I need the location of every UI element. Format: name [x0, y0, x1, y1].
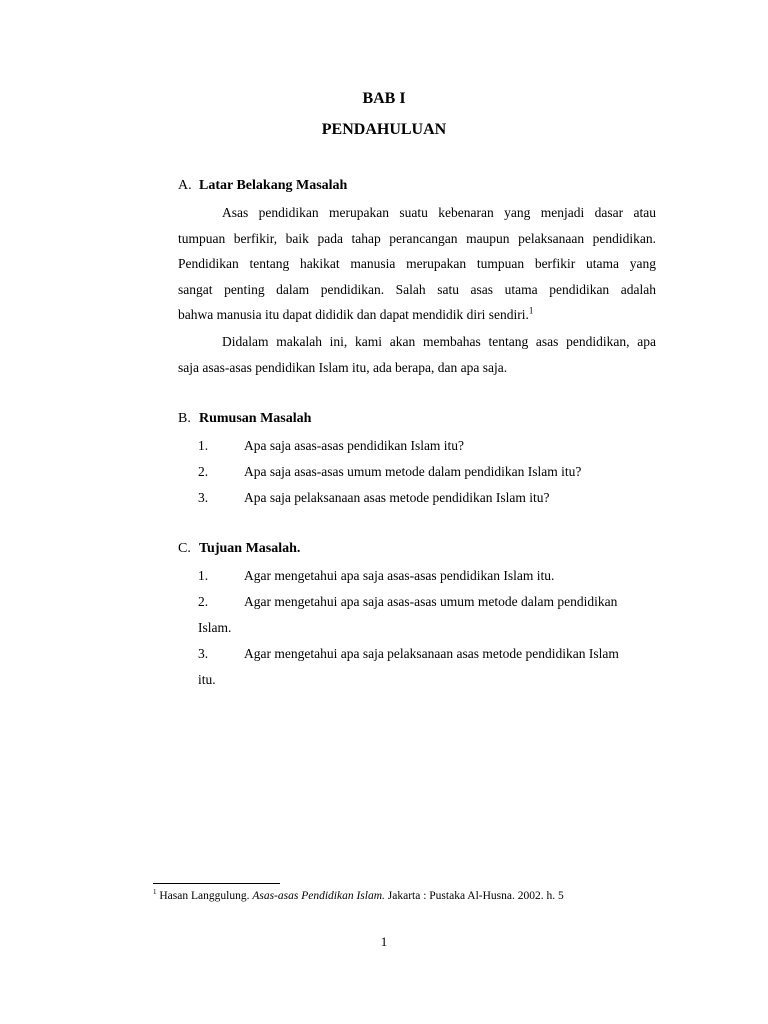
list-item: [198, 433, 656, 459]
footnote-number: 1: [153, 888, 157, 897]
section-b-title: Rumusan Masalah: [199, 411, 312, 426]
list-item: [198, 563, 656, 589]
list-item-number: 1.: [198, 438, 209, 453]
paragraph-line-last: [178, 302, 656, 328]
list-item-number: 2.: [198, 464, 209, 479]
paragraph-line: tumpuan berfikir, baik pada tahap perancangan maupun pelaksanaan pendidikan.: [178, 230, 656, 246]
page-number: 1: [380, 934, 388, 949]
list-item-text: Agar mengetahui apa saja asas-asas umum metode dalam pendidikan: [244, 594, 618, 609]
list-item: [198, 641, 656, 692]
list-item-number: 2.: [198, 594, 209, 609]
section-a-paragraph-1: [178, 200, 656, 328]
list-item-text: Apa saja asas-asas umum metode dalam pendidikan Islam itu?: [244, 464, 582, 479]
section-a-heading: [178, 178, 347, 194]
list-item-continuation: Islam.: [198, 619, 232, 635]
list-item-continuation: itu.: [198, 671, 216, 687]
list-item: [198, 485, 656, 511]
paragraph-line: Pendidikan tentang hakikat manusia merupakan tumpuan berfikir utama yang: [178, 256, 656, 272]
list-item: [198, 589, 656, 640]
chapter-number: BAB I: [362, 90, 406, 107]
section-c-heading: [178, 541, 300, 557]
section-c-title: Tujuan Masalah.: [199, 541, 301, 556]
list-item: [198, 459, 656, 485]
list-item-number: 3.: [198, 490, 209, 505]
section-a-paragraph-2: [178, 329, 656, 380]
list-item-text: Apa saja asas-asas pendidikan Islam itu?: [244, 438, 465, 453]
footnote-publication: Jakarta : Pustaka Al-Husna. 2002. h. 5: [387, 890, 564, 902]
section-b-heading: [178, 411, 311, 427]
footnote: [153, 890, 564, 902]
section-b-letter: B.: [178, 411, 191, 426]
footnote-book-title: Asas-asas Pendidikan Islam.: [252, 890, 385, 902]
footnote-author: Hasan Langgulung.: [159, 890, 250, 902]
chapter-title: PENDAHULUAN: [321, 121, 447, 138]
footnote-separator: [153, 883, 280, 884]
paragraph-line: saja asas-asas pendidikan Islam itu, ada berapa, dan apa saja.: [178, 359, 508, 375]
paragraph-line: Asas pendidikan merupakan suatu kebenaran yang menjadi dasar atau: [222, 205, 656, 220]
section-c-letter: C.: [178, 541, 191, 556]
list-item-number: 1.: [198, 568, 209, 583]
list-item-text: Agar mengetahui apa saja pelaksanaan asas metode pendidikan Islam: [244, 646, 619, 661]
paragraph-line-text: bahwa manusia itu dapat dididik dan dapat mendidik diri sendiri.: [178, 307, 529, 323]
list-item-number: 3.: [198, 646, 209, 661]
list-item-text: Apa saja pelaksanaan asas metode pendidikan Islam itu?: [244, 490, 550, 505]
section-a-letter: A.: [178, 178, 192, 193]
section-a-title: Latar Belakang Masalah: [199, 178, 348, 193]
paragraph-line: sangat penting dalam pendidikan. Salah satu asas utama pendidikan adalah: [178, 281, 656, 297]
list-item-text: Agar mengetahui apa saja asas-asas pendidikan Islam itu.: [244, 568, 555, 583]
paragraph-line: Didalam makalah ini, kami akan membahas tentang asas pendidikan, apa: [222, 334, 656, 349]
footnote-reference: 1: [528, 305, 534, 316]
